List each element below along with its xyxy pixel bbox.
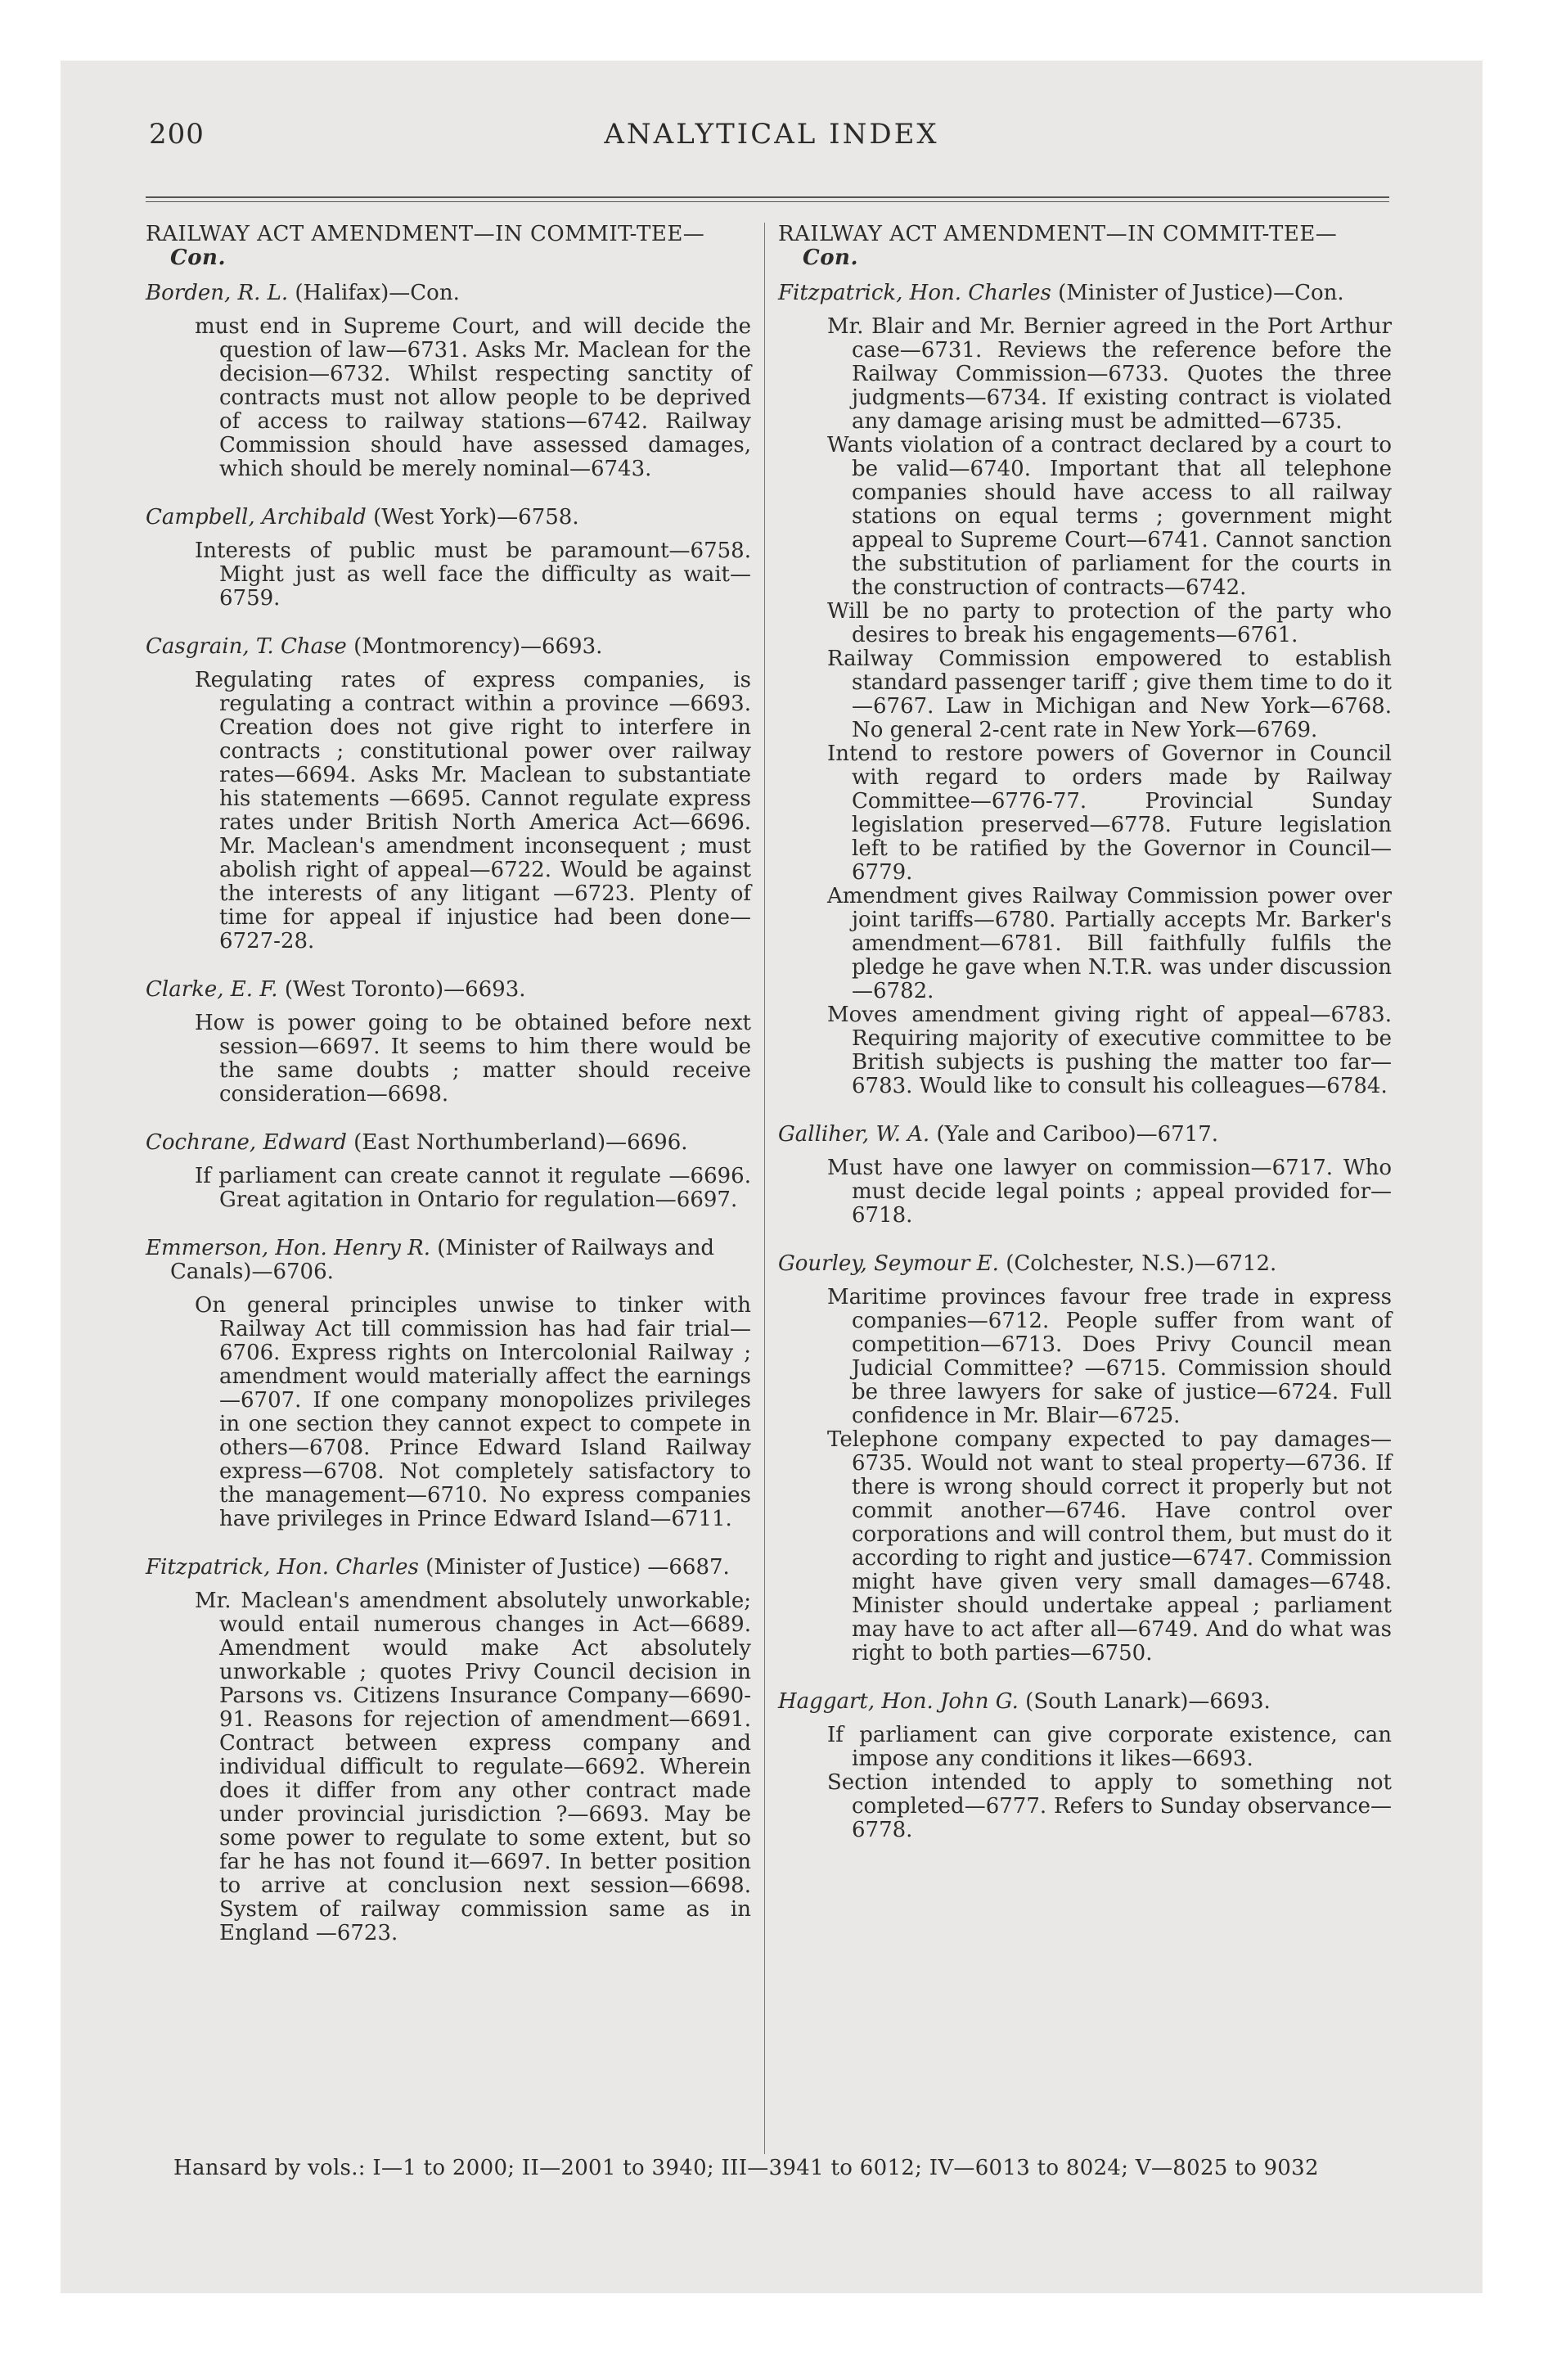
entry-list	[146, 282, 751, 1945]
entry-paragraph: Regulating rates of express companies, is regulating a contract within a province —6693. Creation does not give right to interfere in contracts ; constitutional power over railway rates—6694. Asks Mr. Maclean to substantiate his statements —6695. Cannot regulate express rates under British North America Act—6696. Mr. Maclean's amendment inconsequent ; must abolish right of appeal—6722. Would be against the interests of any litigant —6723. Plenty of time for appeal if injustice had been done—6727-28.	[195, 668, 751, 953]
index-page	[61, 61, 1483, 2293]
index-entry	[146, 978, 751, 1107]
entry-paragraph: On general principles unwise to tinker with Railway Act till commission has had fair trial—6706. Express rights on Intercolonial Railway ; amendment would materially affect the earnings—6707. If one company monopolizes privileges in one section they cannot expect to compete in others—6708. Prince Edward Island Railway express—6708. Not completely satisfactory to the management—6710. No express companies have privileges in Prince Edward Island—6711.	[195, 1293, 751, 1531]
index-entry	[146, 282, 751, 481]
entry-paragraph: Maritime provinces favour free trade in express companies—6712. People suffer from want of competition—6713. Does Privy Council mean Judicial Committee? —6715. Commission should be three lawyers for sake of justice—6724. Full confidence in Mr. Blair—6725.	[827, 1285, 1392, 1428]
index-entry	[778, 1690, 1392, 1842]
entry-paragraph: Must have one lawyer on commission—6717. Who must decide legal points ; appeal provided for—6718.	[827, 1156, 1392, 1228]
entry-paragraph: must end in Supreme Court, and will decide the question of law—6731. Asks Mr. Maclean for the decision—6732. Whilst respecting sanctity of contracts must not allow people to be deprived of access to railway stations—6742. Railway Commission should have assessed damages, which should be merely nominal—6743.	[195, 314, 751, 481]
entry-speaker	[778, 1123, 1392, 1147]
speaker-riding: (Halifax)—Con.	[288, 281, 460, 305]
speaker-name: Borden, R. L.	[146, 281, 289, 305]
page-number: 200	[149, 118, 205, 151]
speaker-name: Gourley, Seymour E.	[778, 1251, 999, 1276]
entry-speaker	[146, 506, 751, 530]
heading-continued: Con.	[170, 246, 226, 270]
heading-text: RAILWAY ACT AMENDMENT—IN COMMIT-TEE—	[146, 222, 705, 246]
entry-paragraph: Intend to restore powers of Governor in Council with regard to orders made by Railway Committee—6776-77. Provincial Sunday legislation preserved—6778. Future legislation left to be ratified by the Governor in Council—6779.	[827, 741, 1392, 885]
entry-paragraph: Mr. Blair and Mr. Bernier agreed in the Port Arthur case—6731. Reviews the reference before the Railway Commission—6733. Quotes the three judgments—6734. If existing contract is violated any damage arising must be admitted—6735.	[827, 314, 1392, 434]
entry-paragraph: How is power going to be obtained before next session—6697. It seems to him there would be the same doubts ; matter should receive consideration—6698.	[195, 1011, 751, 1107]
entry-paragraph: Will be no party to protection of the party who desires to break his engagements—6761.	[827, 599, 1392, 647]
section-heading	[146, 223, 751, 270]
entry-list	[778, 282, 1392, 1842]
speaker-riding: (West Toronto)—6693.	[277, 977, 526, 1002]
speaker-riding: (Yale and Cariboo)—6717.	[929, 1122, 1219, 1147]
entry-paragraph: Amendment gives Railway Commission power over joint tariffs—6780. Partially accepts Mr. Barker's amendment—6781. Bill faithfully fulfils the pledge he gave when N.T.R. was under discussion—6782.	[827, 884, 1392, 1003]
heading-text: RAILWAY ACT AMENDMENT—IN COMMIT-TEE—	[778, 222, 1338, 246]
index-entry	[778, 1123, 1392, 1228]
left-column	[146, 223, 751, 1970]
entry-speaker	[146, 282, 751, 305]
speaker-name: Casgrain, T. Chase	[146, 634, 347, 659]
speaker-riding: (Colchester, N.S.)—6712.	[998, 1251, 1277, 1276]
index-entry	[778, 1252, 1392, 1666]
page-header	[149, 118, 1394, 159]
index-entry	[146, 1131, 751, 1212]
entry-paragraph: Telephone company expected to pay damages—6735. Would not want to steal property—6736. If there is wrong should correct it properly but not commit another—6746. Have control over corporations and will control them, but must do it according to right and justice—6747. Commission might have given very small damages—6748. Minister should undertake appeal ; parliament may have to act after all—6749. And do what was right to both parties—6750.	[827, 1427, 1392, 1666]
right-column	[778, 223, 1392, 1867]
heading-continued: Con.	[803, 246, 858, 270]
entry-paragraph: If parliament can create cannot it regulate —6696. Great agitation in Ontario for regulation—6697.	[195, 1164, 751, 1212]
entry-speaker	[778, 1252, 1392, 1276]
speaker-riding: (Minister of Justice)—Con.	[1051, 281, 1344, 305]
speaker-name: Emmerson, Hon. Henry R.	[146, 1236, 431, 1260]
entry-speaker	[778, 1690, 1392, 1714]
entry-speaker	[146, 978, 751, 1002]
entry-speaker	[778, 282, 1392, 305]
speaker-name: Galliher, W. A.	[778, 1122, 930, 1147]
index-entry	[146, 635, 751, 953]
speaker-riding: (Montmorency)—6693.	[346, 634, 603, 659]
entry-paragraph: Wants violation of a contract declared by a court to be valid—6740. Important that all telephone companies should have access to all railway stations on equal terms ; government might appeal to Supreme Court—6741. Cannot sanction the substitution of parliament for the courts in the construction of contracts—6742.	[827, 433, 1392, 600]
speaker-riding: (West York)—6758.	[366, 505, 579, 530]
header-rule-thin	[146, 201, 1389, 202]
index-entry	[778, 282, 1392, 1098]
entry-paragraph: If parliament can give corporate existence, can impose any conditions it likes—6693.	[827, 1723, 1392, 1771]
entry-speaker	[146, 635, 751, 659]
hansard-volumes-footer: Hansard by vols.: I—1 to 2000; II—2001 to 3940; III—3941 to 6012; IV—6013 to 8024; V—8025 to 9032	[173, 2156, 1319, 2180]
column-divider	[764, 223, 765, 2154]
entry-paragraph: Section intended to apply to something not completed—6777. Refers to Sunday observance—6778.	[827, 1770, 1392, 1842]
entry-paragraph: Interests of public must be paramount—6758. Might just as well face the difficulty as wait—6759.	[195, 539, 751, 611]
speaker-name: Fitzpatrick, Hon. Charles	[778, 281, 1051, 305]
index-entry	[146, 1237, 751, 1531]
running-title: ANALYTICAL INDEX	[604, 118, 939, 151]
entry-speaker	[146, 1556, 751, 1580]
speaker-name: Clarke, E. F.	[146, 977, 278, 1002]
speaker-riding: (East Northumberland)—6696.	[346, 1130, 688, 1155]
section-heading	[778, 223, 1392, 270]
entry-paragraph: Moves amendment giving right of appeal—6783. Requiring majority of executive committee to be British subjects is pushing the matter too far—6783. Would like to consult his colleagues—6784.	[827, 1003, 1392, 1098]
speaker-riding: (Minister of Justice) —6687.	[418, 1555, 730, 1580]
speaker-name: Fitzpatrick, Hon. Charles	[146, 1555, 419, 1580]
entry-speaker	[146, 1131, 751, 1155]
speaker-name: Haggart, Hon. John G.	[778, 1689, 1019, 1714]
speaker-riding: (South Lanark)—6693.	[1018, 1689, 1271, 1714]
index-entry	[146, 506, 751, 611]
speaker-name: Campbell, Archibald	[146, 505, 367, 530]
speaker-name: Cochrane, Edward	[146, 1130, 347, 1155]
speaker-riding: (Minister of Railways and Canals)—6706.	[170, 1236, 715, 1284]
entry-speaker	[146, 1237, 751, 1284]
index-entry	[146, 1556, 751, 1945]
entry-paragraph: Mr. Maclean's amendment absolutely unworkable; would entail numerous changes in Act—6689. Amendment would make Act absolutely unworkable ; quotes Privy Council decision in Parsons vs. Citizens Insurance Company—6690-91. Reasons for rejection of amendment—6691. Contract between express company and individual difficult to regulate—6692. Wherein does it differ from any other contract made under provincial jurisdiction ?—6693. May be some power to regulate to some extent, but so far he has not found it—6697. In better position to arrive at conclusion next session—6698. System of railway commission same as in England —6723.	[195, 1589, 751, 1945]
entry-paragraph: Railway Commission empowered to establish standard passenger tariff ; give them time to do it—6767. Law in Michigan and New York—6768. No general 2-cent rate in New York—6769.	[827, 647, 1392, 742]
header-rule	[146, 196, 1389, 198]
